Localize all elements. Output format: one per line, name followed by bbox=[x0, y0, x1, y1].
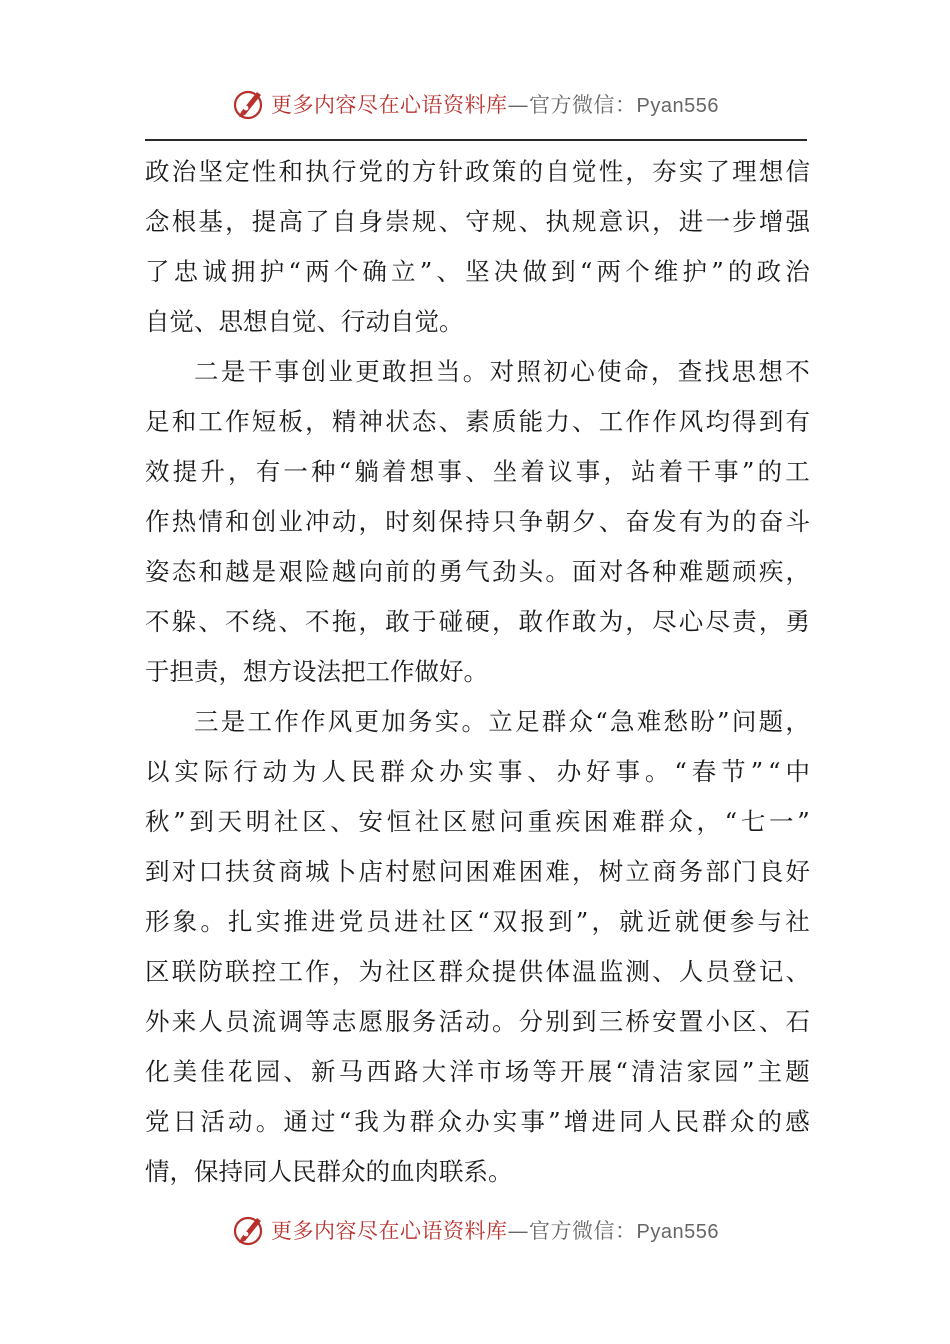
text-line: 效 提 升 ， 有 一 种 “ 躺 着 想 事 、 坐 着 议 事 ， 站 着 干 事 ” 的 工 bbox=[145, 457, 810, 486]
text-line: 形 象 。 扎 实 推 进 党 员 进 社 区 “ 双 报 到 ” ， 就 近 就 便 参 与 社 bbox=[145, 907, 810, 936]
header-brand: 更多内容尽在心语资料库 bbox=[271, 93, 508, 117]
header-label: 官方微信： bbox=[529, 93, 637, 117]
pen-circle-logo-icon bbox=[231, 86, 267, 122]
text-line: 情，保持同人民群众的血肉联系。 bbox=[145, 1157, 513, 1186]
header-banner bbox=[0, 82, 950, 126]
text-line: 区 联 防 联 控 工 作 ， 为 社 区 群 众 提 供 体 温 监 测 、 人 员 登 记 、 bbox=[145, 957, 810, 986]
pen-circle-logo-icon bbox=[231, 1212, 267, 1248]
document-body bbox=[145, 147, 810, 1197]
header-dash: — bbox=[507, 93, 530, 117]
header-wechat-id: Pyan556 bbox=[636, 95, 719, 117]
text-line: 念 根 基 ， 提 高 了 自 身 崇 规 、 守 规 、 执 规 意 识 ， 进 一 步 增 强 bbox=[145, 207, 810, 236]
text-line: 政 治 坚 定 性 和 执 行 党 的 方 针 政 策 的 自 觉 性 ， 夯 实 了 理 想 信 bbox=[145, 157, 810, 186]
footer-label: 官方微信： bbox=[529, 1219, 637, 1243]
text-line: 足 和 工 作 短 板 ， 精 神 状 态 、 素 质 能 力 、 工 作 作 风 均 得 到 有 bbox=[145, 407, 810, 436]
text-line: 以 实 际 行 动 为 人 民 群 众 办 实 事 、 办 好 事 。 “ 春 节 ” “ 中 bbox=[145, 757, 810, 786]
header-divider bbox=[145, 139, 807, 141]
footer-brand: 更多内容尽在心语资料库 bbox=[271, 1219, 508, 1243]
footer-wechat-id: Pyan556 bbox=[636, 1221, 719, 1243]
text-line: 秋 ” 到 天 明 社 区 、 安 恒 社 区 慰 问 重 疾 困 难 群 众 ， “ 七 一 ” bbox=[145, 807, 810, 836]
text-line: 不 躲 、 不 绕 、 不 拖 ， 敢 于 碰 硬 ， 敢 作 敢 为 ， 尽 心 尽 责 ， 勇 bbox=[145, 607, 810, 636]
paragraph-start-line: 二 是 干 事 创 业 更 敢 担 当 。 对 照 初 心 使 命 ， 查 找 思 想 不 bbox=[194, 357, 810, 386]
text-line: 作 热 情 和 创 业 冲 动 ， 时 刻 保 持 只 争 朝 夕 、 奋 发 有 为 的 奋 斗 bbox=[145, 507, 810, 536]
text-line: 了 忠 诚 拥 护 “ 两 个 确 立 ” 、 坚 决 做 到 “ 两 个 维 护 ” 的 政 治 bbox=[145, 257, 810, 286]
paragraph-start-line: 三 是 工 作 作 风 更 加 务 实 。 立 足 群 众 “ 急 难 愁 盼 ” 问 题 ， bbox=[194, 707, 810, 736]
text-line: 自觉、思想自觉、行动自觉。 bbox=[145, 307, 464, 336]
text-line: 姿 态 和 越 是 艰 险 越 向 前 的 勇 气 劲 头 。 面 对 各 种 难 题 顽 疾 ， bbox=[145, 557, 810, 586]
text-line: 外 来 人 员 流 调 等 志 愿 服 务 活 动 。 分 别 到 三 桥 安 置 小 区 、 石 bbox=[145, 1007, 810, 1036]
text-line: 化 美 佳 花 园 、 新 马 西 路 大 洋 市 场 等 开 展 “ 清 洁 家 园 ” 主 题 bbox=[145, 1057, 810, 1086]
header-text bbox=[271, 89, 719, 119]
footer-dash: — bbox=[507, 1219, 530, 1243]
footer-banner bbox=[0, 1208, 950, 1252]
text-line: 党 日 活 动 。 通 过 “ 我 为 群 众 办 实 事 ” 增 进 同 人 民 群 众 的 感 bbox=[145, 1107, 810, 1136]
footer-text bbox=[271, 1215, 719, 1245]
text-line: 于担责，想方设法把工作做好。 bbox=[145, 657, 488, 686]
text-line: 到 对 口 扶 贫 商 城 卜 店 村 慰 问 困 难 困 难 ， 树 立 商 务 部 门 良 好 bbox=[145, 857, 810, 886]
